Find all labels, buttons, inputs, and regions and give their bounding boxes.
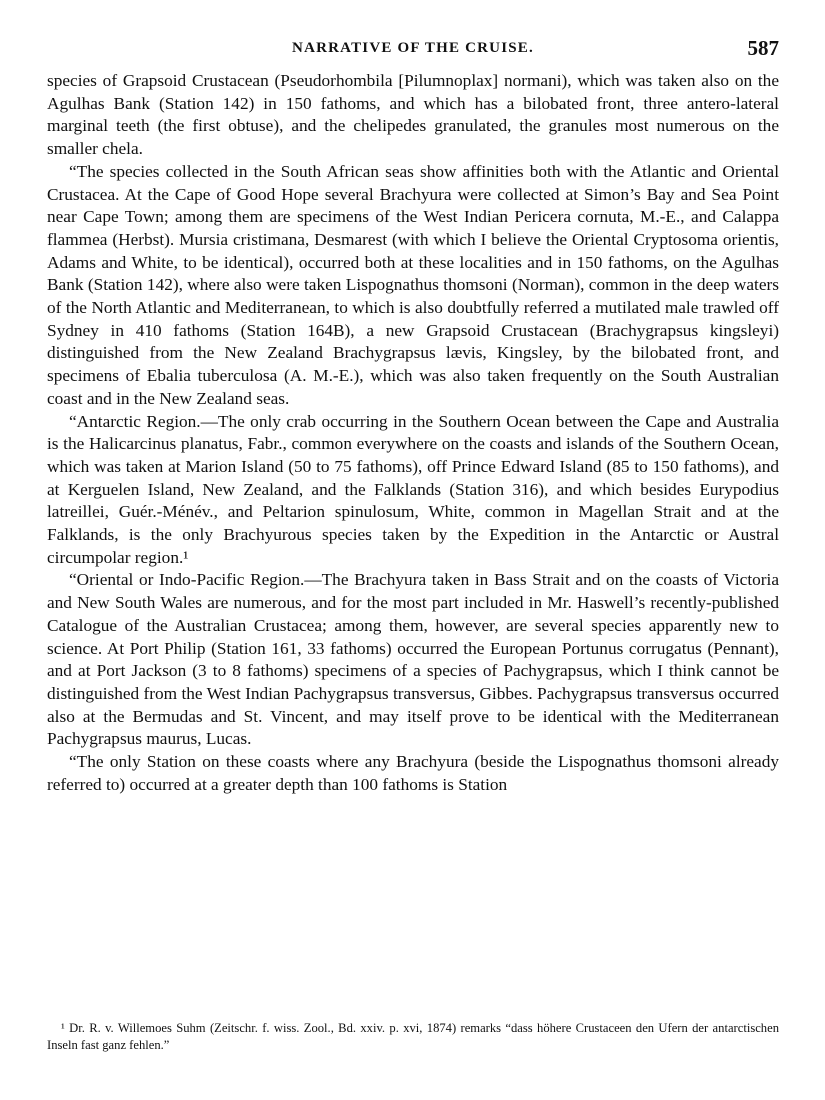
running-title: NARRATIVE OF THE CRUISE.: [292, 40, 534, 56]
page: [47, 30, 779, 797]
paragraph-5: “The only Station on these coasts where any Brachyura (beside the Lispognathus thomsoni already referred to) occurred at a greater depth than 100 fathoms is Station: [47, 752, 779, 794]
body-text: [47, 70, 779, 797]
footnote-text: ¹ Dr. R. v. Willemoes Suhm (Zeitschr. f. wiss. Zool., Bd. xxiv. p. xvi, 1874) remarks “dass höhere Crustaceen den Ufern der antarctischen Inseln fast ganz fehlen.”: [47, 1021, 779, 1052]
footnote: [47, 1020, 779, 1054]
paragraph-4: “Oriental or Indo-Pacific Region.—The Brachyura taken in Bass Strait and on the coasts of Victoria and New South Wales are numerous, and for the most part included in Mr. Haswell’s recently-published Catalogue of the Australian Crustacea; among them, however, are several species apparently new to science. At Port Philip (Station 161, 33 fathoms) occurred the European Portunus corrugatus (Pennant), and at Port Jackson (3 to 8 fathoms) specimens of a species of Pachygrapsus, which I think cannot be distinguished from the West Indian Pachygrapsus transversus, Gibbes. Pachygrapsus transversus occurred also at the Bermudas and St. Vincent, and may itself prove to be identical with the Mediterranean Pachygrapsus maurus, Lucas.: [47, 570, 779, 749]
paragraph-2: “The species collected in the South African seas show affinities both with the Atlantic and Oriental Crustacea. At the Cape of Good Hope several Brachyura were collected at Simon’s Bay and Sea Point near Cape Town; among them are specimens of the West Indian Pericera cornuta, M.-E., and Calappa flammea (Herbst). Mursia cristimana, Desmarest (with which I believe the Oriental Cryptosoma orientis, Adams and White, to be identical), occurred both at these localities and in 150 fathoms, on the Agulhas Bank (Station 142), where also were taken Lispognathus thomsoni (Norman), common in the deep waters of the North Atlantic and Mediterranean, to which is also doubtfully referred a mutilated male trawled off Sydney in 410 fathoms (Station 164B), a new Grapsoid Crustacean (Brachygrapsus kingsleyi) distinguished from the New Zealand Brachygrapsus lævis, Kingsley, by the bilobated front, and specimens of Ebalia tuberculosa (A. M.-E.), which was also taken frequently on the South Australian coast and in the New Zealand seas.: [47, 161, 779, 408]
paragraph-1: species of Grapsoid Crustacean (Pseudorhombila [Pilumnoplax] normani), which was taken also on the Agulhas Bank (Station 142) in 150 fathoms, and which has a bilobated front, three antero-lateral marginal teeth (the first obtuse), and the chelipedes granulated, the granules most numerous on the smaller chela.: [47, 71, 779, 159]
page-header: [47, 30, 779, 70]
paragraph-3: “Antarctic Region.—The only crab occurring in the Southern Ocean between the Cape and Australia is the Halicarcinus planatus, Fabr., common everywhere on the coasts and islands of the Southern Ocean, which was taken at Marion Island (50 to 75 fathoms), off Prince Edward Island (85 to 150 fathoms), and at Kerguelen Island, New Zealand, and the Falklands (Station 316), and which besides Eurypodius latreillei, Guér.-Ménév., and Peltarion spinulosum, White, common in Magellan Strait and at the Falklands, is the only Brachyurous species taken by the Expedition in the Antarctic or Austral circumpolar region.¹: [47, 411, 779, 567]
page-number: 587: [747, 36, 779, 60]
